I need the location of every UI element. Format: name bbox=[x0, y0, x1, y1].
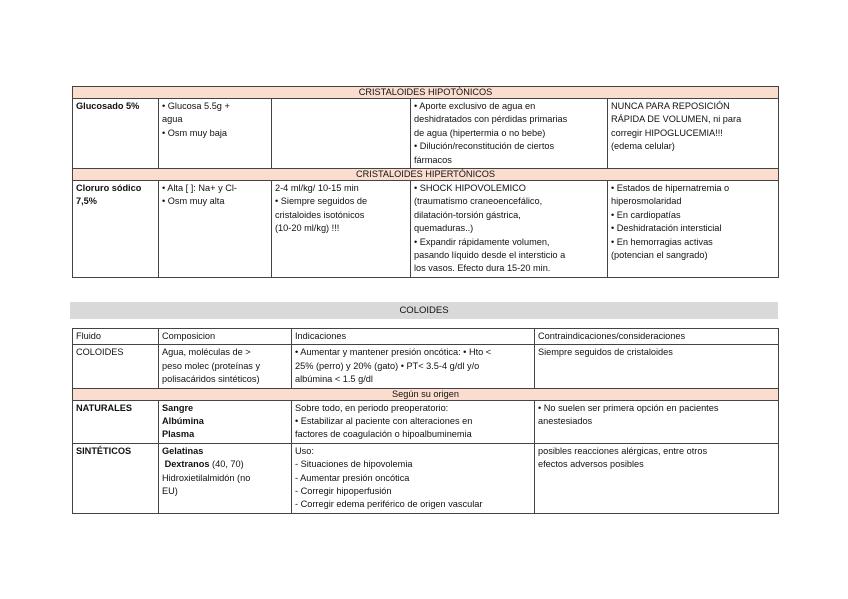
indications-cell: Uso: - Situaciones de hipovolemia - Aumentar presión oncótica - Corregir hipoperfusión - Corregir edema periférico de origen vascular bbox=[292, 443, 535, 513]
fluid-name: NATURALES bbox=[73, 400, 159, 443]
notes-cell: posibles reacciones alérgicas, entre otros efectos adversos posibles bbox=[535, 443, 779, 513]
fluid-name: SINTÉTICOS bbox=[73, 443, 159, 513]
cristaloides-table bbox=[72, 86, 779, 278]
column-header: Fluido bbox=[73, 329, 159, 345]
composition-cell: Gelatinas Dextranos (40, 70) Hidroxietilalmidón (no EU) bbox=[159, 443, 292, 513]
fluid-name: COLOIDES bbox=[73, 345, 159, 388]
table-header-row bbox=[73, 329, 779, 345]
coloides-title: COLOIDES bbox=[70, 302, 778, 319]
column-header: Indicaciones bbox=[292, 329, 535, 345]
fluid-name: Cloruro sódico 7,5% bbox=[73, 181, 159, 278]
origin-header: Según su origen bbox=[73, 388, 779, 400]
composition-cell: • Glucosa 5.5g + agua • Osm muy baja bbox=[159, 99, 272, 169]
composition-cell: • Alta [ ]: Na+ y Cl- • Osm muy alta bbox=[159, 181, 272, 278]
table-row bbox=[73, 400, 779, 443]
notes-cell: • Estados de hipernatremia o hiperosmolaridad • En cardiopatías • Deshidratación intersticial • En hemorragias activas (potencian el sangrado) bbox=[608, 181, 779, 278]
table-row bbox=[73, 99, 779, 169]
column-header: Composicion bbox=[159, 329, 292, 345]
dose-cell: 2-4 ml/kg/ 10-15 min • Siempre seguidos de cristaloides isotónicos (10-20 ml/kg) !!! bbox=[272, 181, 411, 278]
hipertonicos-header: CRISTALOIDES HIPERTÓNICOS bbox=[73, 169, 779, 181]
hipotonicos-header: CRISTALOIDES HIPOTÓNICOS bbox=[73, 87, 779, 99]
composition-cell: Sangre Albúmina Plasma bbox=[159, 400, 292, 443]
fluid-name: Glucosado 5% bbox=[73, 99, 159, 169]
notes-cell: • No suelen ser primera opción en pacientes anestesiados bbox=[535, 400, 779, 443]
indications-cell: • Aumentar y mantener presión oncótica: • Hto < 25% (perro) y 20% (gato) • PT< 3.5-4 g/dl y/o albúmina < 1.5 g/dl bbox=[292, 345, 535, 388]
composition-cell: Agua, moléculas de > peso molec (proteínas y polisacáridos sintéticos) bbox=[159, 345, 292, 388]
column-header: Contraindicaciones/consideraciones bbox=[535, 329, 779, 345]
table-row bbox=[73, 181, 779, 278]
indications-cell: • SHOCK HIPOVOLEMICO (traumatismo craneoencefálico, dilatación-torsión gástrica, quemaduras..) • Expandir rápidamente volumen, pasando líquido desde el intersticio a los vasos. Efecto dura 15-20 min. bbox=[411, 181, 608, 278]
indications-cell: • Aporte exclusivo de agua en deshidratados con pérdidas primarias de agua (hipertermia o no bebe) • Dilución/reconstitución de ciertos fármacos bbox=[411, 99, 608, 169]
dose-cell bbox=[272, 99, 411, 169]
notes-cell: NUNCA PARA REPOSICIÓN RÁPIDA DE VOLUMEN, ni para corregir HIPOGLUCEMIA!!! (edema celular) bbox=[608, 99, 779, 169]
notes-cell: Siempre seguidos de cristaloides bbox=[535, 345, 779, 388]
coloides-table bbox=[72, 328, 779, 514]
table-row bbox=[73, 345, 779, 388]
indications-cell: Sobre todo, en periodo preoperatorio: • Estabilizar al paciente con alteraciones en factores de coagulación o hipoalbuminemia bbox=[292, 400, 535, 443]
table-row bbox=[73, 443, 779, 513]
